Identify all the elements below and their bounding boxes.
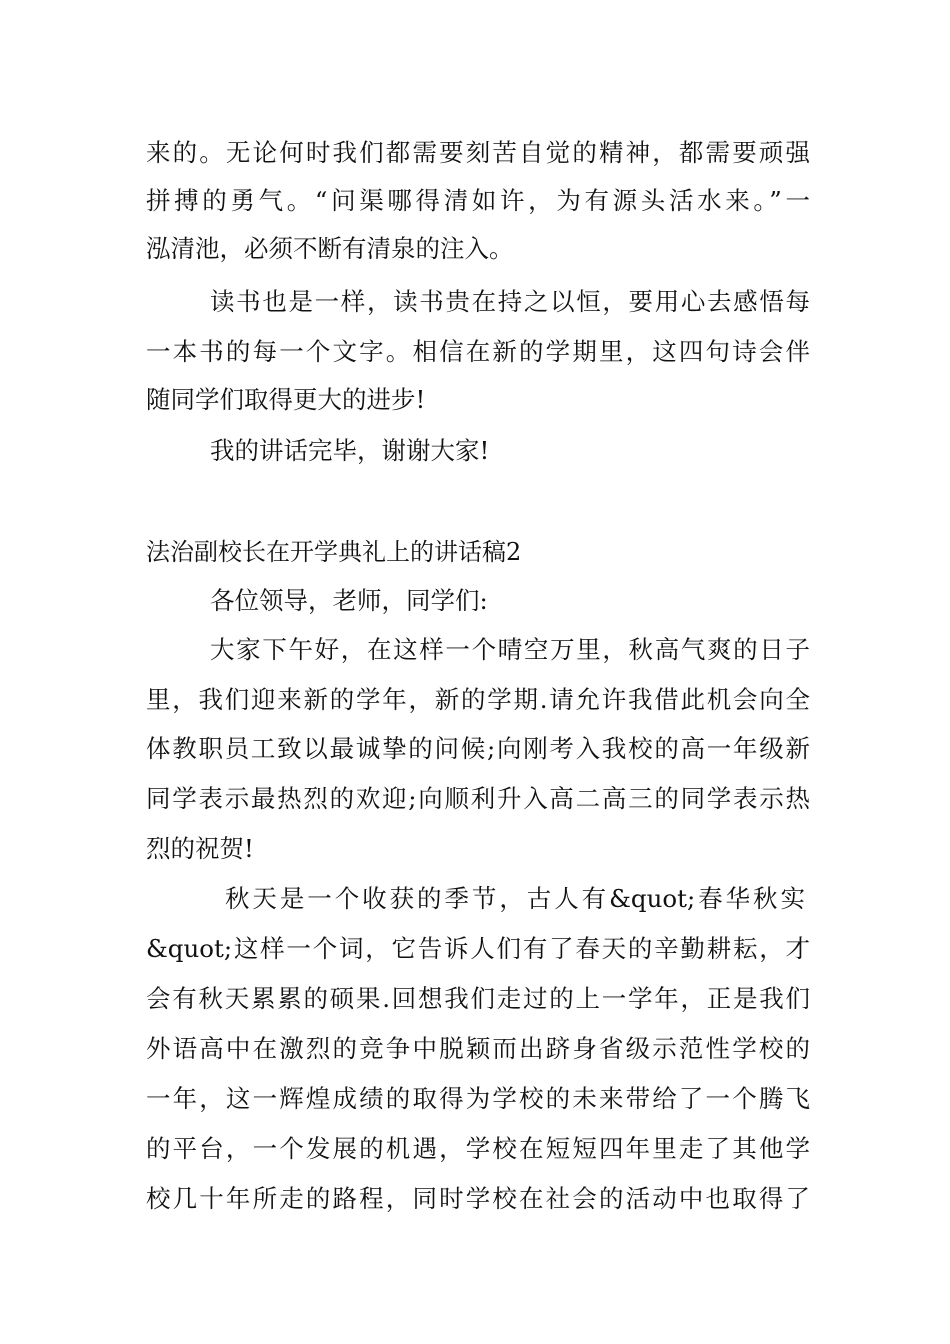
text-line: &quot;这样一个词，它告诉人们有了春天的辛勤耕耘，才 — [146, 934, 810, 963]
text-line: 泓清池，必须不断有清泉的注入。 — [146, 234, 514, 263]
text-line: 外语高中在激烈的竞争中脱颖而出跻身省级示范性学校的 — [146, 1034, 810, 1063]
text-line: 来的。无论何时我们都需要刻苦自觉的精神，都需要顽强 — [146, 138, 810, 167]
text-line: 里，我们迎来新的学年，新的学期.请允许我借此机会向全 — [146, 685, 810, 714]
text-line: 一年，这一辉煌成绩的取得为学校的未来带给了一个腾飞 — [146, 1084, 810, 1113]
text-line: 的平台，一个发展的机遇，学校在短短四年里走了其他学 — [146, 1134, 810, 1163]
text-line: 烈的祝贺! — [146, 834, 254, 863]
text-line: 大家下午好，在这样一个晴空万里，秋高气爽的日子 — [210, 635, 810, 664]
text-line: 体教职员工致以最诚挚的问候;向刚考入我校的高一年级新 — [146, 734, 810, 763]
text-line: 读书也是一样，读书贵在持之以恒，要用心去感悟每 — [210, 287, 810, 316]
text-line: 同学表示最热烈的欢迎;向顺利升入高二高三的同学表示热 — [146, 784, 810, 813]
section-title: 法治副校长在开学典礼上的讲话稿2 — [146, 538, 522, 566]
text-line: 拼搏的勇气。“问渠哪得清如许，为有源头活水来。”一 — [146, 186, 810, 215]
text-line: 校几十年所走的路程，同时学校在社会的活动中也取得了 — [146, 1184, 810, 1213]
text-line: 我的讲话完毕，谢谢大家! — [210, 436, 490, 465]
text-line: 一本书的每一个文字。相信在新的学期里，这四句诗会伴 — [146, 337, 810, 366]
salutation: 各位领导，老师，同学们: — [210, 586, 488, 615]
text-line: 会有秋天累累的硕果.回想我们走过的上一学年，正是我们 — [146, 984, 810, 1013]
text-line: 秋天是一个收获的季节，古人有&quot;春华秋实 — [225, 884, 805, 913]
text-line: 随同学们取得更大的进步! — [146, 385, 426, 414]
